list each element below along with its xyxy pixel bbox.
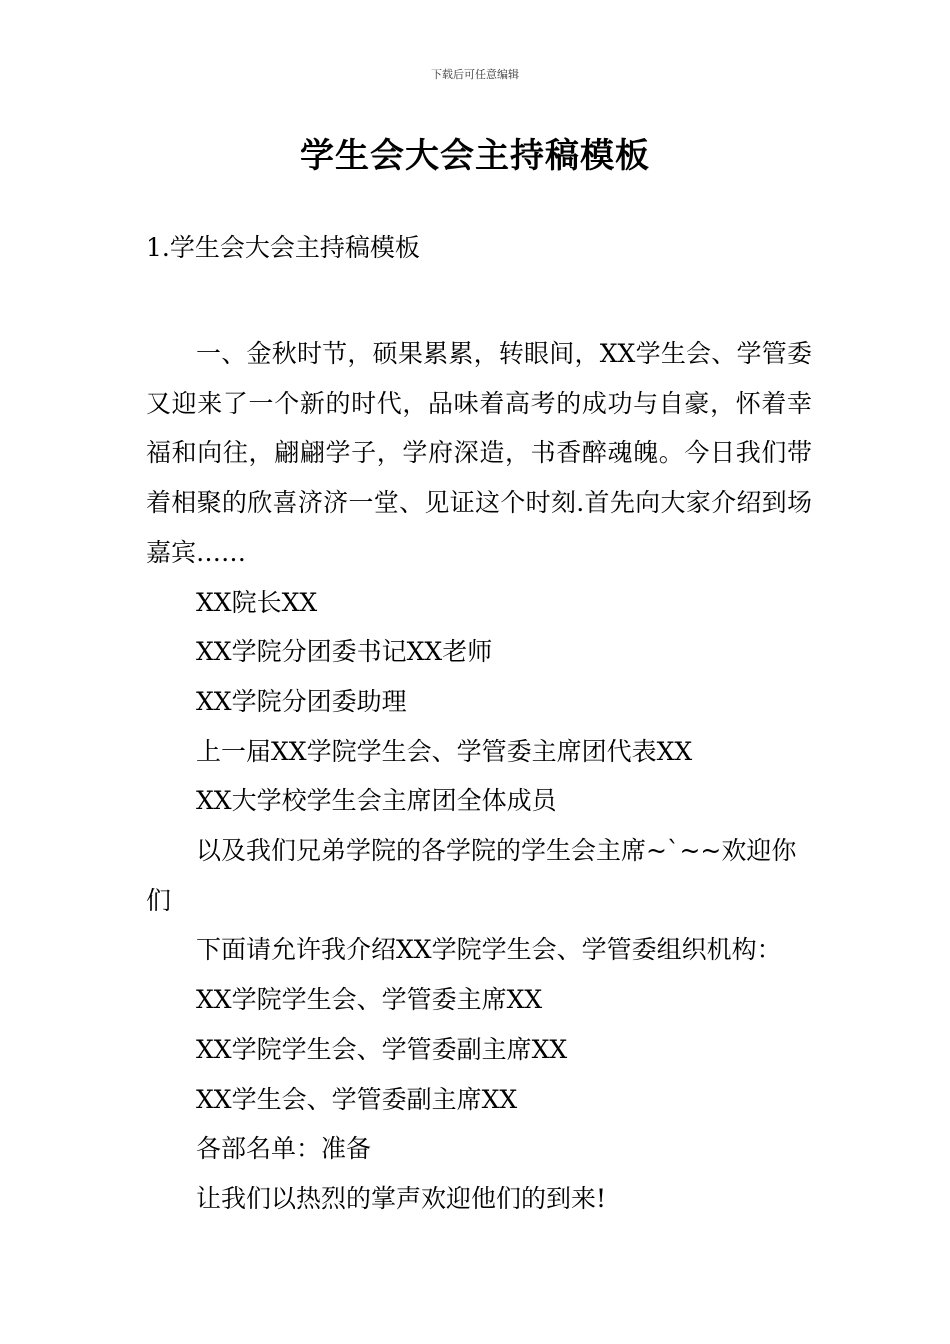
document-title: 学生会大会主持稿模板: [300, 136, 650, 176]
org-member-line: XX学院学生会、学管委副主席XX: [196, 1034, 568, 1064]
org-member-line: XX学生会、学管委副主席XX: [196, 1084, 518, 1114]
guest-line: 上一届XX学院学生会、学管委主席团代表XX: [196, 736, 693, 766]
guest-line: XX大学校学生会主席团全体成员: [196, 786, 557, 816]
guest-line: XX学院分团委助理: [196, 686, 407, 716]
header-note: 下载后可任意编辑: [431, 68, 519, 81]
org-intro-line: 下面请允许我介绍XX学院学生会、学管委组织机构：: [196, 935, 782, 965]
closing-line: 让我们以热烈的掌声欢迎他们的到来!: [196, 1183, 607, 1213]
intro-paragraph: 一、金秋时节，硕果累累，转眼间，XX学生会、学管委又迎来了一个新的时代，品味着高考的成功与自豪，怀着幸福和向往，翩翩学子，学府深造，书香醉魂魄。今日我们带着相聚的欣喜济济一堂、见证这个时刻.首先向大家介绍到场嘉宾……: [146, 339, 812, 567]
org-member-line: XX学院学生会、学管委主席XX: [196, 985, 543, 1015]
guest-line: XX院长XX: [196, 587, 318, 617]
guest-line: XX学院分团委书记XX老师: [196, 637, 493, 667]
section-heading: 1.学生会大会主持稿模板: [146, 233, 420, 262]
document-body: [146, 329, 812, 1224]
welcome-line: 以及我们兄弟学院的各学院的学生会主席~`~~欢迎你们: [146, 836, 797, 915]
department-list-line: 各部名单：准备: [196, 1134, 372, 1164]
